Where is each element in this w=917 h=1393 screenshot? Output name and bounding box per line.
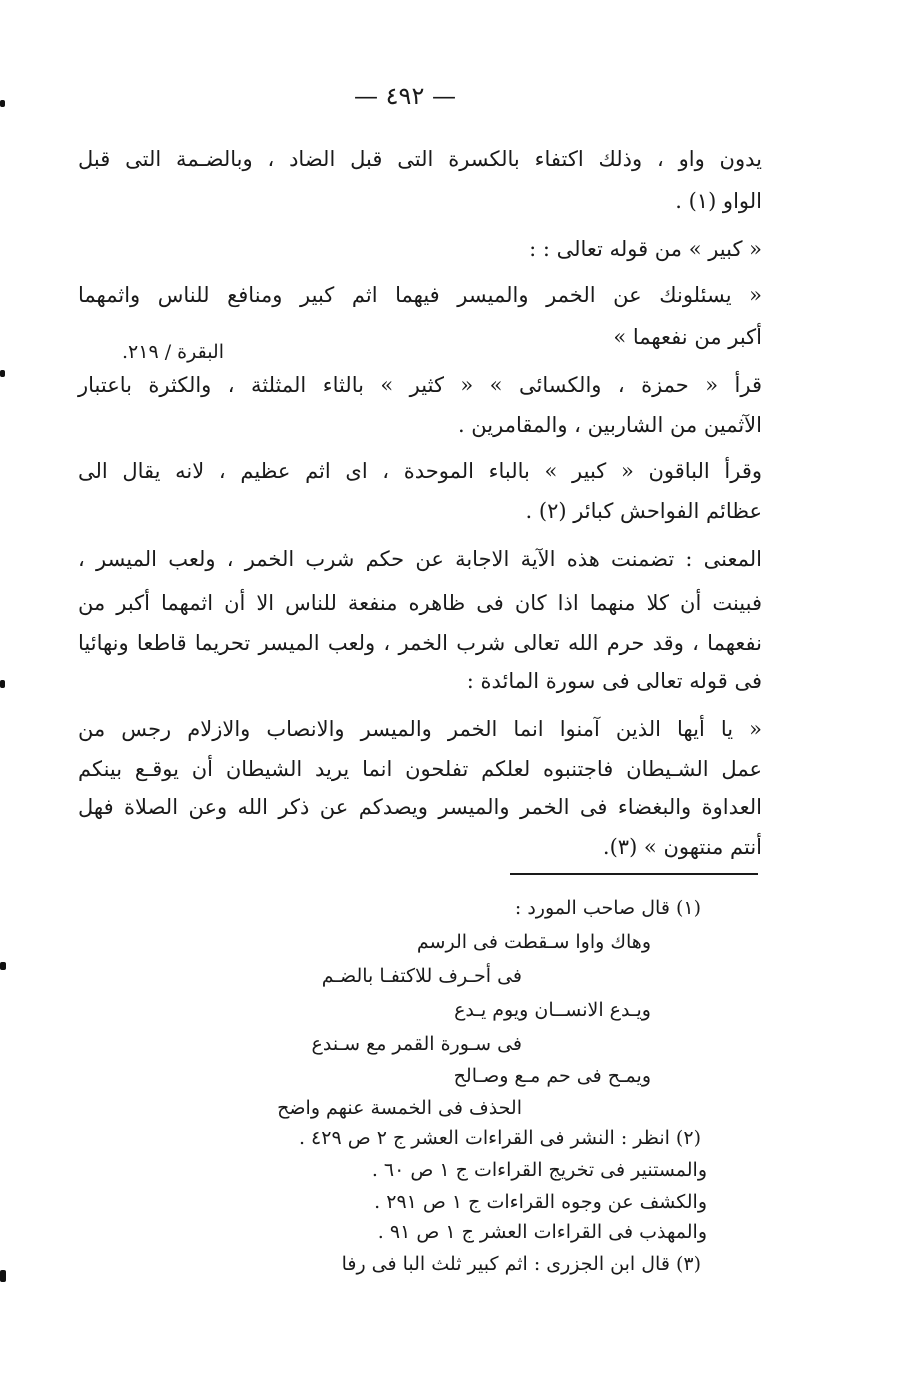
footnote-poem-line: فى أحـرف للاكتفـا بالضـم xyxy=(321,965,522,987)
body-line: المعنى : تضمنت هذه الآية الاجابة عن حكم شرب الخمر ، ولعب الميسر ، xyxy=(78,547,762,571)
verse-line: أنتم منتهون » (٣). xyxy=(602,835,762,859)
footnote-line: (٢) انظر : النشر فى القراءات العشر ج ٢ ص ٤٢٩ . xyxy=(298,1127,701,1149)
scan-mark xyxy=(0,370,5,377)
verse-line: أكبر من نفعهما » xyxy=(613,325,762,349)
scan-mark xyxy=(0,962,6,970)
body-line: عظائم الفواحش كبائر (٢) . xyxy=(525,499,762,523)
body-line: « كبير » من قوله تعالى : : xyxy=(529,237,762,261)
footnote-separator xyxy=(510,873,758,875)
body-line: نفعهما ، وقد حرم الله تعالى شرب الخمر ، ولعب الميسر تحريما قاطعا ونهائيا xyxy=(78,631,762,655)
footnote-poem-line: ويمـح فى حم مـع وصـالح xyxy=(453,1065,651,1087)
footnote-poem-line: وهاك واوا سـقطت فى الرسم xyxy=(416,931,651,953)
footnote-poem-line: ويـدع الانســان ويوم يـدع xyxy=(454,999,651,1021)
body-line: الآثمين من الشاربين ، والمقامرين . xyxy=(457,413,762,437)
footnote-line: والكشف عن وجوه القراءات ج ١ ص ٢٩١ . xyxy=(374,1191,707,1213)
scan-mark xyxy=(0,1270,6,1282)
body-line: وقرأ الباقون « كبير » بالباء الموحدة ، اى اثم عظيم ، لانه يقال الى xyxy=(78,459,762,483)
body-line: فى قوله تعالى فى سورة المائدة : xyxy=(466,669,762,693)
footnote-poem-line: فى سـورة القمر مع سـندع xyxy=(311,1033,522,1055)
footnote-poem-line: الحذف فى الخمسة عنهم واضح xyxy=(277,1097,522,1119)
body-line: يدون واو ، وذلك اكتفاء بالكسرة التى قبل الضاد ، وبالضـمة التى قبل xyxy=(78,147,762,171)
footnote-line: (٣) قال ابن الجزرى : اثم كبير ثلث البا فى رفا xyxy=(341,1253,701,1275)
body-line: قرأ « حمزة ، والكسائى » « كثير » بالثاء المثلثة ، والكثرة باعتبار xyxy=(78,373,762,397)
footnote-line: (١) قال صاحب المورد : xyxy=(514,897,701,919)
page-number: — ٤٩٢ — xyxy=(354,82,456,110)
verse-reference: البقرة / ٢١٩. xyxy=(122,341,225,363)
footnote-line: والمهذب فى القراءات العشر ج ١ ص ٩١ . xyxy=(377,1221,707,1243)
scan-mark xyxy=(0,100,5,107)
scan-mark xyxy=(0,680,5,688)
verse-line: « يسئلونك عن الخمر والميسر فيهما اثم كبير ومنافع للناس واثمهما xyxy=(78,283,762,307)
footnote-line: والمستنير فى تخريج القراءات ج ١ ص ٦٠ . xyxy=(371,1159,707,1181)
body-line: فبينت أن كلا منهما اذا كان فى ظاهره منفعة للناس الا أن اثمهما أكبر من xyxy=(78,591,762,615)
verse-line: عمل الشـيطان فاجتنبوه لعلكم تفلحون انما يريد الشيطان أن يوقـع بينكم xyxy=(78,757,762,781)
verse-line: العداوة والبغضاء فى الخمر والميسر ويصدكم عن ذكر الله وعن الصلاة فهل xyxy=(78,795,762,819)
body-line: الواو (١) . xyxy=(675,189,762,213)
verse-line: « يا أيها الذين آمنوا انما الخمر والميسر والانصاب والازلام رجس من xyxy=(78,717,762,741)
